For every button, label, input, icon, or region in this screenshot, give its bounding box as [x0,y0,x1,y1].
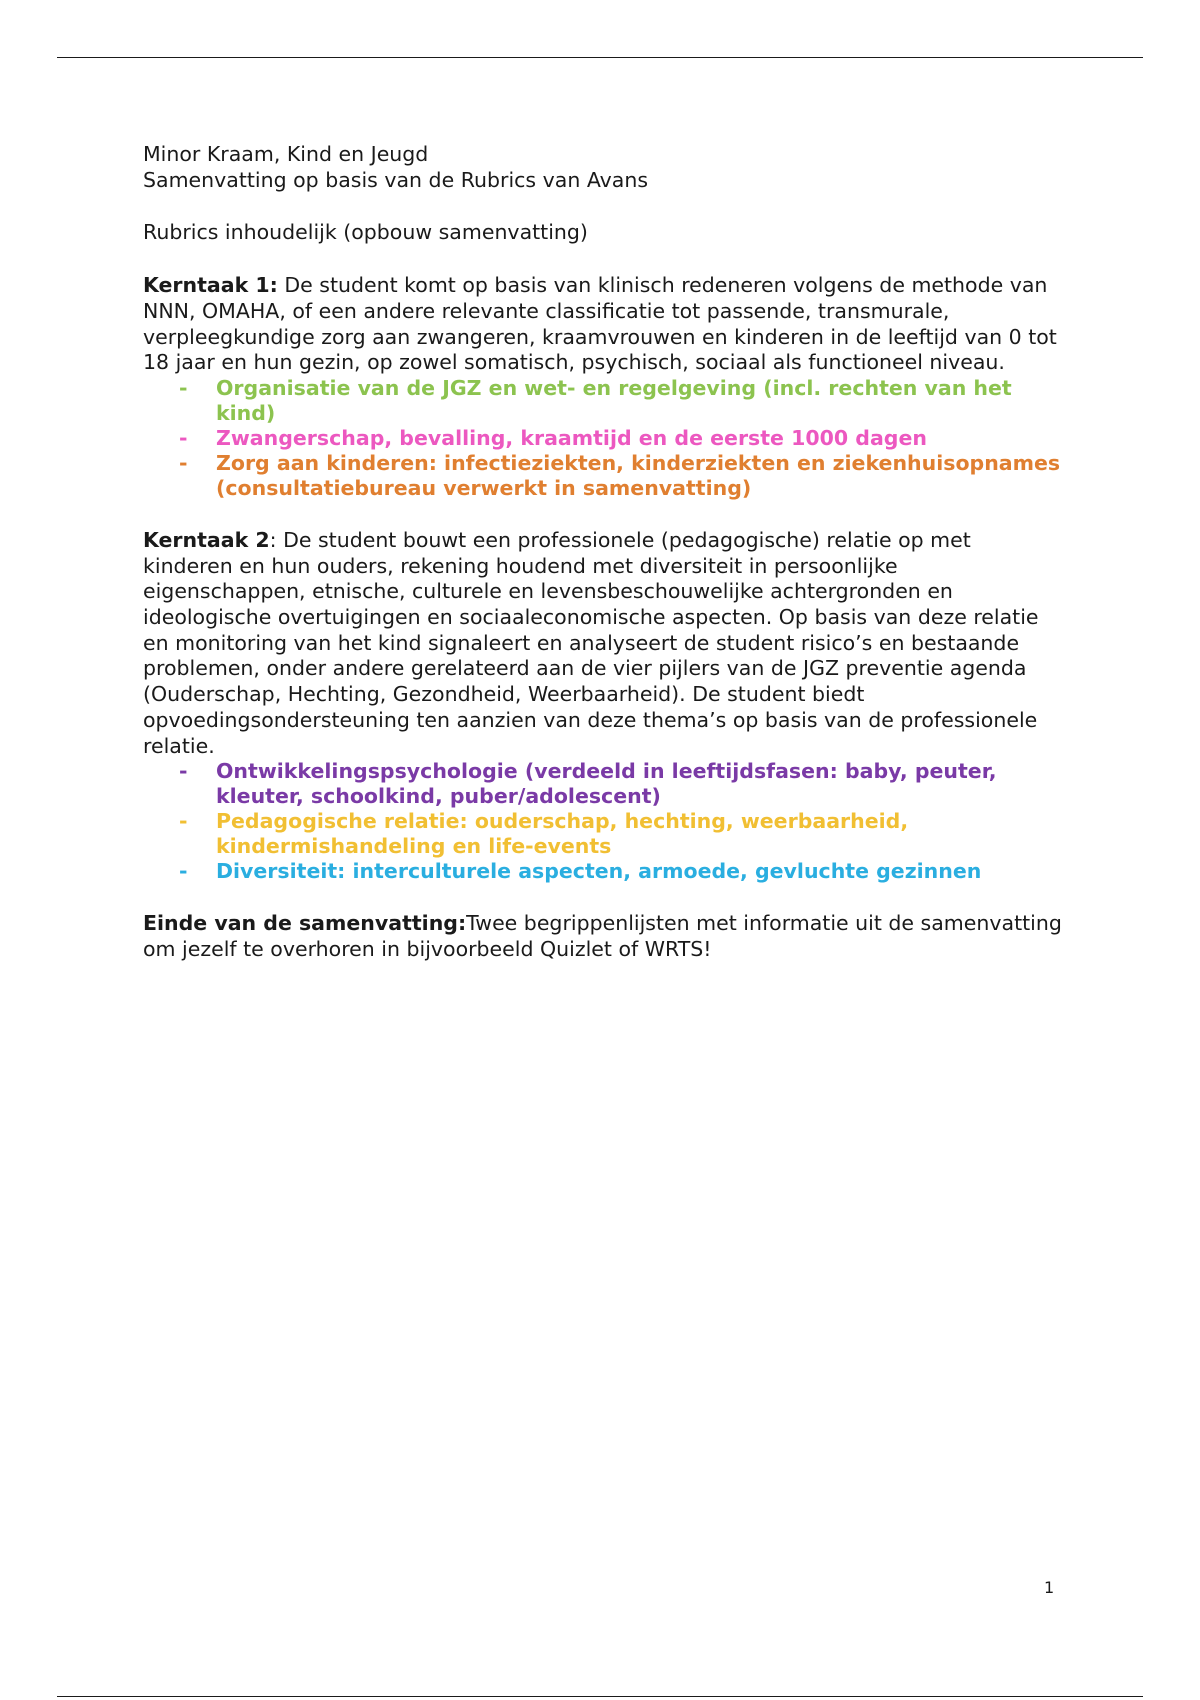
bottom-rule [57,1696,1143,1697]
bullet-dash: - [179,425,188,450]
kerntaak-1-topic-list [143,376,1063,501]
rubrics-heading: Rubrics inhoudelijk (opbouw samenvatting) [143,220,588,245]
topic-organisatie-jgz [143,376,1063,426]
kerntaak-2-text: : De student bouwt een professionele (pedagogische) relatie op met kinderen en hun ouders, rekening houdend met diversiteit in persoonlijke eigenschappen, etnische, culturele en levensbeschouwelijke achtergronden en ideologische overtuigingen en sociaaleconomische aspecten. Op basis van deze relatie en monitoring van het kind signaleert en analyseert de student risico’s en bestaande problemen, onder andere gerelateerd aan de vier pijlers van de JGZ preventie agenda (Ouderschap, Hechting, Gezondheid, Weerbaarheid). De student biedt opvoedingsondersteuning ten aanzien van deze thema’s op basis van de professionele relatie. [143,527,1039,758]
bullet-dash: - [179,809,188,834]
topic-text: Zorg aan kinderen: infectieziekten, kinderziekten en ziekenhuisopnames (consultatiebureau verwerkt in samenvatting) [216,450,1061,500]
bullet-dash: - [179,859,188,884]
topic-ontwikkelingspsychologie [143,759,1063,809]
bullet-dash: - [179,759,188,784]
topic-zorg-aan-kinderen [143,451,1063,501]
kerntaak-1-label: Kerntaak 1: [143,273,278,298]
topic-pedagogische-relatie [143,809,1063,859]
topic-text: Pedagogische relatie: ouderschap, hechting, weerbaarheid, kindermishandeling en life-events [216,809,909,859]
course-title: Minor Kraam, Kind en Jeugd [143,142,429,166]
kerntaak-1-paragraph [143,273,1063,376]
topic-text: Diversiteit: interculturele aspecten, armoede, gevluchte gezinnen [216,859,982,884]
einde-text: Twee begrippenlijsten met informatie uit de samenvatting om jezelf te overhoren in bijvoorbeeld Quizlet of WRTS! [143,911,1062,961]
page-number: 1 [1044,1578,1055,1597]
top-rule [57,57,1143,58]
kerntaak-1-text: De student komt op basis van klinisch redeneren volgens de methode van NNN, OMAHA, of een andere relevante classificatie tot passende, transmurale, verpleegkundige zorg aan zwangeren, kraamvrouwen en kinderen in de leeftijd van 0 tot 18 jaar en hun gezin, op zowel somatisch, psychisch, sociaal als functioneel niveau. [143,273,1057,375]
topic-zwangerschap [143,426,1063,451]
topic-text: Zwangerschap, bevalling, kraamtijd en de eerste 1000 dagen [216,425,927,450]
document-subtitle: Samenvatting op basis van de Rubrics van Avans [143,167,649,192]
kerntaak-2-label: Kerntaak 2 [143,527,270,552]
document-body [143,142,1063,963]
topic-text: Ontwikkelingspsychologie (verdeeld in leeftijdsfasen: baby, peuter, kleuter, schoolkind, puber/adolescent) [216,759,997,809]
topic-text: Organisatie van de JGZ en wet- en regelgeving (incl. rechten van het kind) [216,375,1012,425]
kerntaak-2-topic-list [143,759,1063,884]
topic-diversiteit [143,859,1063,884]
einde-label: Einde van de samenvatting: [143,911,467,936]
bullet-dash: - [179,375,188,400]
kerntaak-2-paragraph [143,528,1063,759]
einde-paragraph [143,911,1063,962]
bullet-dash: - [179,450,188,475]
